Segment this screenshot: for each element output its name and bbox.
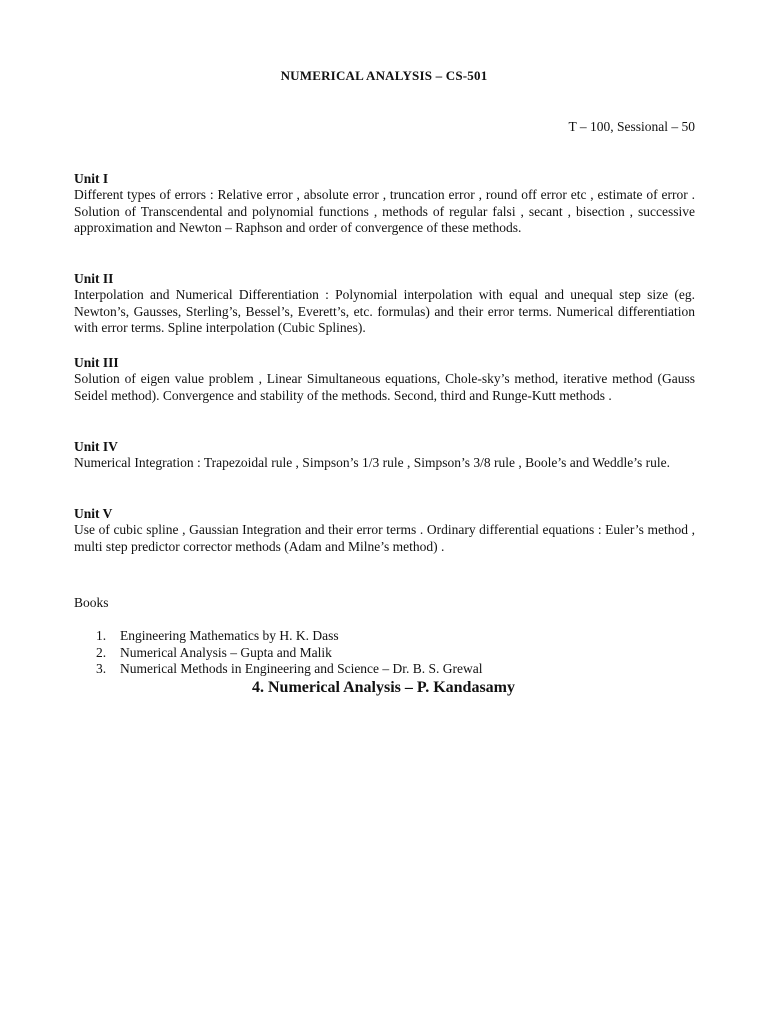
book-title: Numerical Methods in Engineering and Science – Dr. B. S. Grewal <box>120 661 483 676</box>
book-title: Numerical Analysis – Gupta and Malik <box>120 644 332 660</box>
unit-1-body: Different types of errors : Relative error , absolute error , truncation error , round off error etc , estimate of error . Solution of Transcendental and polynomial functions , methods of regular falsi , secant , bisection , successive approximation and Newton – Raphson and order of convergence of these methods. <box>74 187 695 236</box>
book-title: Engineering Mathematics by H. K. Dass <box>120 628 339 643</box>
unit-4-body: Numerical Integration : Trapezoidal rule , Simpson’s 1/3 rule , Simpson’s 3/8 rule , Boole’s and Weddle’s rule. <box>74 455 670 470</box>
unit-1-section <box>74 170 695 237</box>
book-item-3 <box>96 661 696 678</box>
unit-2-heading: Unit II <box>74 271 114 286</box>
unit-3-heading: Unit III <box>74 355 119 370</box>
unit-3-section <box>74 354 695 404</box>
book-item-2 <box>96 645 696 662</box>
unit-5-body: Use of cubic spline , Gaussian Integration and their error terms . Ordinary differential equations : Euler’s method , multi step predictor corrector methods (Adam and Milne’s method) . <box>74 522 695 554</box>
book-list <box>96 628 696 678</box>
marks-info: T – 100, Sessional – 50 <box>568 119 695 134</box>
book-number: 3. <box>96 661 107 676</box>
unit-1-heading: Unit I <box>74 171 109 186</box>
unit-3-body: Solution of eigen value problem , Linear Simultaneous equations, Chole-sky’s method, iterative method (Gauss Seidel method). Convergence and stability of the methods. Second, third and Runge-Kutt methods . <box>74 371 695 403</box>
unit-4-section <box>74 438 695 472</box>
book-item-1 <box>96 628 696 645</box>
unit-5-section <box>74 505 695 555</box>
page-title: NUMERICAL ANALYSIS – CS-501 <box>280 68 488 83</box>
unit-2-section <box>74 270 695 337</box>
unit-4-heading: Unit IV <box>74 439 118 454</box>
books-heading: Books <box>74 595 109 610</box>
book-number: 2. <box>96 644 107 660</box>
unit-2-body: Interpolation and Numerical Differentiation : Polynomial interpolation with equal and unequal step size (eg. Newton’s, Gausses, Sterling’s, Bessel’s, Everett’s, etc. formulas) and their error terms. Numerical differentiation with error terms. Spline interpolation (Cubic Splines). <box>74 287 695 336</box>
book-item-4-emphasized: 4. Numerical Analysis – P. Kandasamy <box>252 679 515 696</box>
book-number: 1. <box>96 628 107 643</box>
unit-5-heading: Unit V <box>74 506 113 521</box>
